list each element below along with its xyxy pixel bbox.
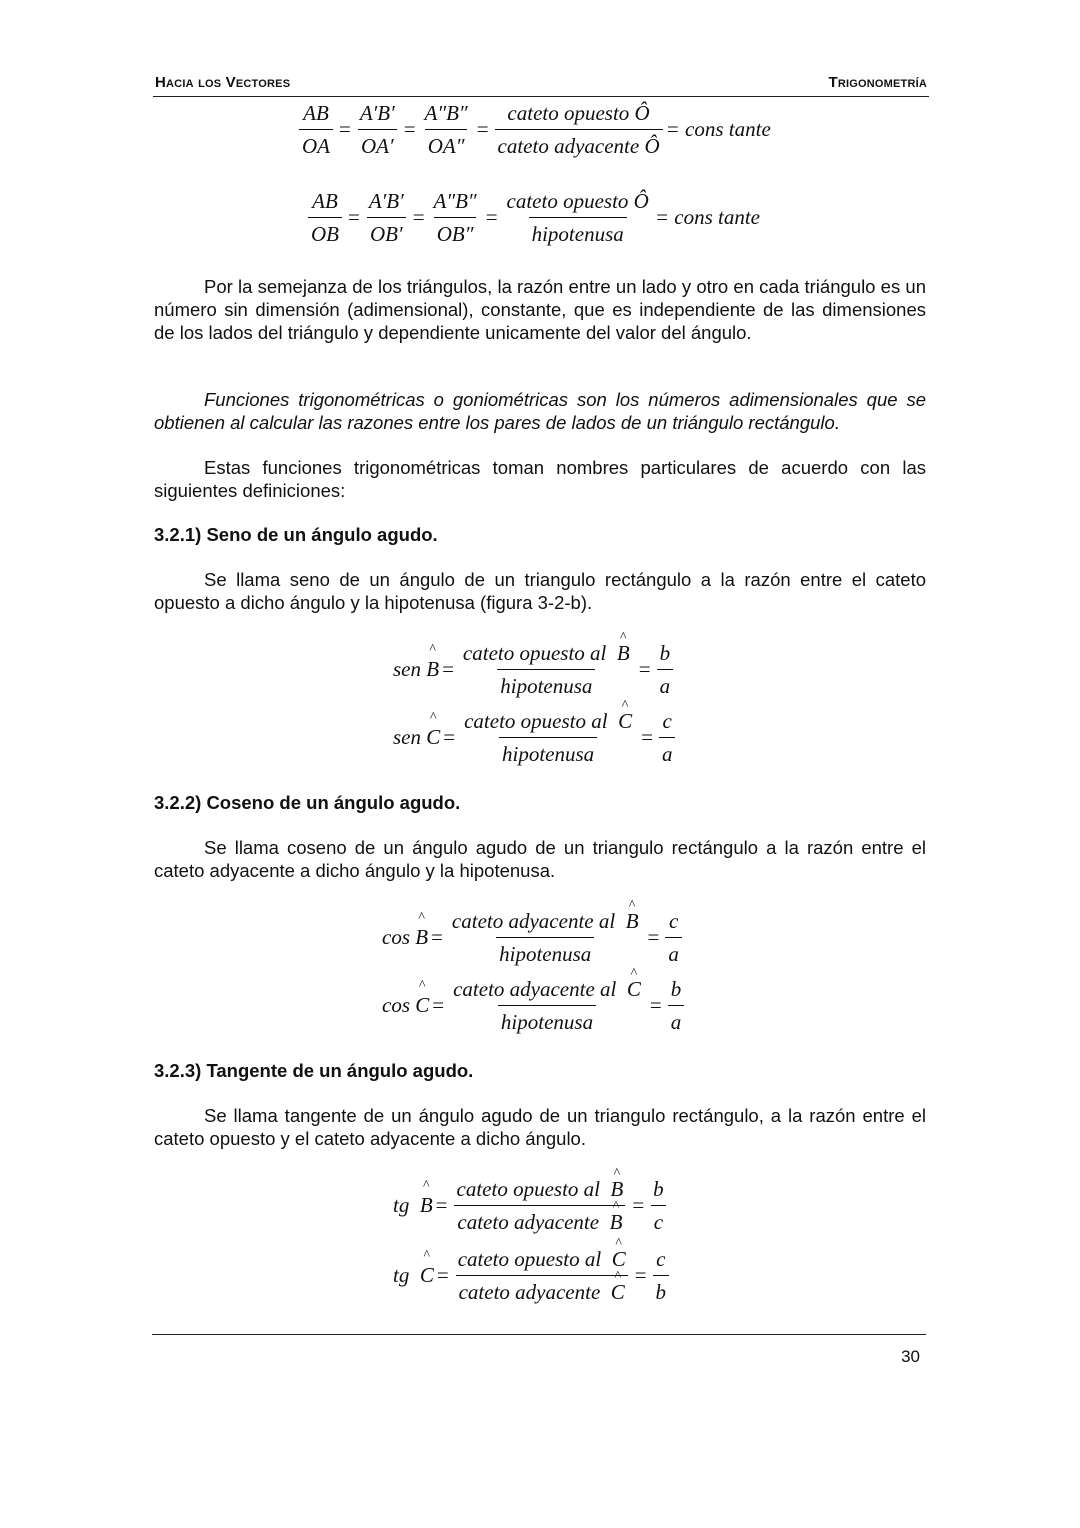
numerator: cateto opuesto Ô	[507, 101, 650, 125]
angle-variable: ^ C	[627, 976, 641, 1002]
numerator: b	[670, 977, 682, 1001]
denominator: hipotenusa	[499, 737, 597, 767]
denominator: a	[668, 1005, 685, 1035]
equation-rhs: = cons tante	[665, 117, 771, 141]
equation-tg-b: tg ^ B = $\frac{\text{cateto opuesto al \textasciicircum{} B}}{\text{cateto adyacente \textasciicircum{} B}}$ = $\frac{b}{c}$	[393, 1176, 670, 1235]
fraction	[455, 1246, 629, 1305]
angle-variable: ^ B	[626, 908, 639, 934]
fraction	[650, 1176, 667, 1235]
fraction	[504, 188, 652, 247]
numerator: A′B′	[368, 189, 404, 213]
fraction	[366, 188, 407, 247]
equation-cos-b: cos ^ B = $\frac{\text{cateto adyacente al \textasciicircum{} B}}{\text{hipotenusa}}$ = $\frac{c}{a}$	[382, 908, 685, 967]
angle-variable: ^ B	[611, 1176, 624, 1202]
fraction	[657, 640, 674, 699]
paragraph-seno: Se llama seno de un ángulo de un triangulo rectángulo a la razón entre el cateto opuesto a dicho ángulo y la hipotenusa (figura 3-2-b).	[154, 569, 926, 613]
numerator: c	[656, 1247, 666, 1271]
numerator: AB	[303, 101, 329, 125]
denominator: hipotenusa	[496, 937, 594, 967]
fraction	[422, 100, 471, 159]
denominator: c	[651, 1205, 666, 1235]
angle-variable: ^ B	[617, 640, 630, 666]
function-name: sen	[393, 657, 421, 681]
denominator: a	[659, 737, 676, 767]
fraction	[299, 100, 333, 159]
fraction	[495, 100, 663, 159]
equation-cos-c: cos ^ C = $\frac{\text{cateto adyacente al \textasciicircum{} C}}{\text{hipotenusa}}$ = $\frac{b}{a}$	[382, 976, 687, 1035]
numerator: cateto adyacente al	[453, 977, 617, 1001]
numerator: A″B″	[424, 101, 468, 125]
angle-variable: ^ B	[426, 657, 439, 682]
angle-variable: ^ C	[426, 725, 440, 750]
fraction	[454, 1176, 627, 1235]
numerator: AB	[312, 189, 338, 213]
denominator: OB	[308, 217, 342, 247]
equation-tg-c: tg ^ C = $\frac{\text{cateto opuesto al \textasciicircum{} C}}{\text{cateto adyacente \textasciicircum{} C}}$ = $\frac{c}{b}$	[393, 1246, 672, 1305]
fraction	[668, 976, 685, 1035]
numerator: A′B′	[359, 101, 395, 125]
equation-sen-b: sen ^ B = $\frac{\text{cateto opuesto al \textasciicircum{} B}}{\text{hipotenusa}}$ = $\frac{b}{a}$	[393, 640, 676, 699]
equation-rhs: = cons tante	[654, 205, 760, 229]
function-name: tg	[393, 1193, 410, 1217]
equation-sen-c: sen ^ C = $\frac{\text{cateto opuesto al \textasciicircum{} C}}{\text{hipotenusa}}$ = $\frac{c}{a}$	[393, 708, 678, 767]
header-title-left: Hacia los Vectores	[155, 74, 291, 91]
page-number: 30	[901, 1347, 920, 1366]
numerator: b	[653, 1177, 664, 1201]
numerator: cateto opuesto al	[457, 1247, 602, 1271]
paragraph-tangente: Se llama tangente de un ángulo agudo de un triangulo rectángulo, a la razón entre el cateto opuesto y el cateto adyacente a dicho ángulo.	[154, 1105, 926, 1149]
header-title-right: Trigonometría	[828, 74, 927, 91]
numerator: c	[668, 909, 679, 933]
denominator: cateto adyacente	[458, 1280, 601, 1304]
paragraph-names-intro: Estas funciones trigonométricas toman nombres particulares de acuerdo con las siguientes definiciones:	[154, 457, 926, 501]
angle-variable: ^ C	[420, 1263, 434, 1288]
page-header	[153, 74, 929, 97]
denominator: hipotenusa	[498, 1005, 596, 1035]
angle-variable: ^ C	[612, 1246, 626, 1272]
numerator: cateto opuesto al	[462, 641, 607, 665]
denominator: hipotenusa	[497, 669, 595, 699]
angle-variable: ^ B	[415, 925, 428, 950]
section-heading-coseno: 3.2.2) Coseno de un ángulo agudo.	[154, 792, 461, 813]
fraction	[460, 640, 633, 699]
numerator: cateto opuesto Ô	[506, 189, 649, 213]
footer-divider	[152, 1334, 926, 1335]
angle-variable: ^ C	[415, 993, 429, 1018]
denominator: OB′	[367, 217, 406, 247]
paragraph-definition-functions: Funciones trigonométricas o goniométricas son los números adimensionales que se obtienen al calcular las razones entre los pares de lados de un triángulo rectángulo.	[154, 389, 926, 433]
denominator: OB″	[434, 217, 477, 247]
numerator: cateto opuesto al	[464, 709, 608, 733]
function-name: tg	[393, 1263, 410, 1287]
fraction	[449, 908, 642, 967]
equation-ratio-ob: $\frac{AB}{OB}$ = $\frac{A'B'}{OB'}$ = $\frac{A''B''}{OB''}$ = $\frac{\text{cateto opuesto Ô}}{\text{hipotenusa}}$ = cons tante	[305, 188, 760, 247]
equation-ratio-oa: $\frac{AB}{OA}$ = $\frac{A'B'}{OA'}$ = $\frac{A''B''}{OA''}$ = $\frac{\text{cateto opuesto Ô}}{\text{cateto adyacente Ô}}$ = cons tante	[296, 100, 771, 159]
angle-variable: ^ B	[420, 1193, 433, 1218]
paragraph-semejanza: Por la semejanza de los triángulos, la razón entre un lado y otro en cada triángulo es un número sin dimensión (adimensional), constante, que es independiente de las dimensiones de los lados del triángulo y dependiente unicamente del valor del ángulo.	[154, 276, 926, 343]
denominator: a	[665, 937, 682, 967]
fraction	[431, 188, 480, 247]
denominator: OA″	[425, 129, 468, 159]
fraction	[659, 708, 676, 767]
denominator: b	[653, 1275, 670, 1305]
numerator: cateto adyacente al	[451, 909, 616, 933]
section-heading-tangente: 3.2.3) Tangente de un ángulo agudo.	[154, 1060, 474, 1081]
angle-variable: ^ C	[611, 1279, 625, 1305]
function-name: cos	[382, 925, 410, 949]
paragraph-coseno: Se llama coseno de un ángulo agudo de un triangulo rectángulo a la razón entre el cateto adyacente a dicho ángulo y la hipotenusa.	[154, 837, 926, 881]
denominator: OA′	[358, 129, 397, 159]
numerator: cateto opuesto al	[456, 1177, 600, 1201]
angle-variable: ^ C	[618, 708, 632, 734]
denominator: cateto adyacente Ô	[495, 129, 663, 159]
denominator: a	[657, 669, 674, 699]
numerator: b	[659, 641, 671, 665]
fraction	[665, 908, 682, 967]
fraction	[450, 976, 644, 1035]
function-name: sen	[393, 725, 421, 749]
fraction	[357, 100, 398, 159]
fraction	[653, 1246, 670, 1305]
angle-variable: ^ B	[610, 1209, 623, 1235]
numerator: c	[662, 709, 672, 733]
denominator: OA	[299, 129, 333, 159]
denominator: hipotenusa	[529, 217, 627, 247]
numerator: A″B″	[433, 189, 477, 213]
fraction	[308, 188, 342, 247]
section-heading-seno: 3.2.1) Seno de un ángulo agudo.	[154, 524, 438, 545]
function-name: cos	[382, 993, 410, 1017]
fraction	[461, 708, 635, 767]
denominator: cateto adyacente	[457, 1210, 600, 1234]
